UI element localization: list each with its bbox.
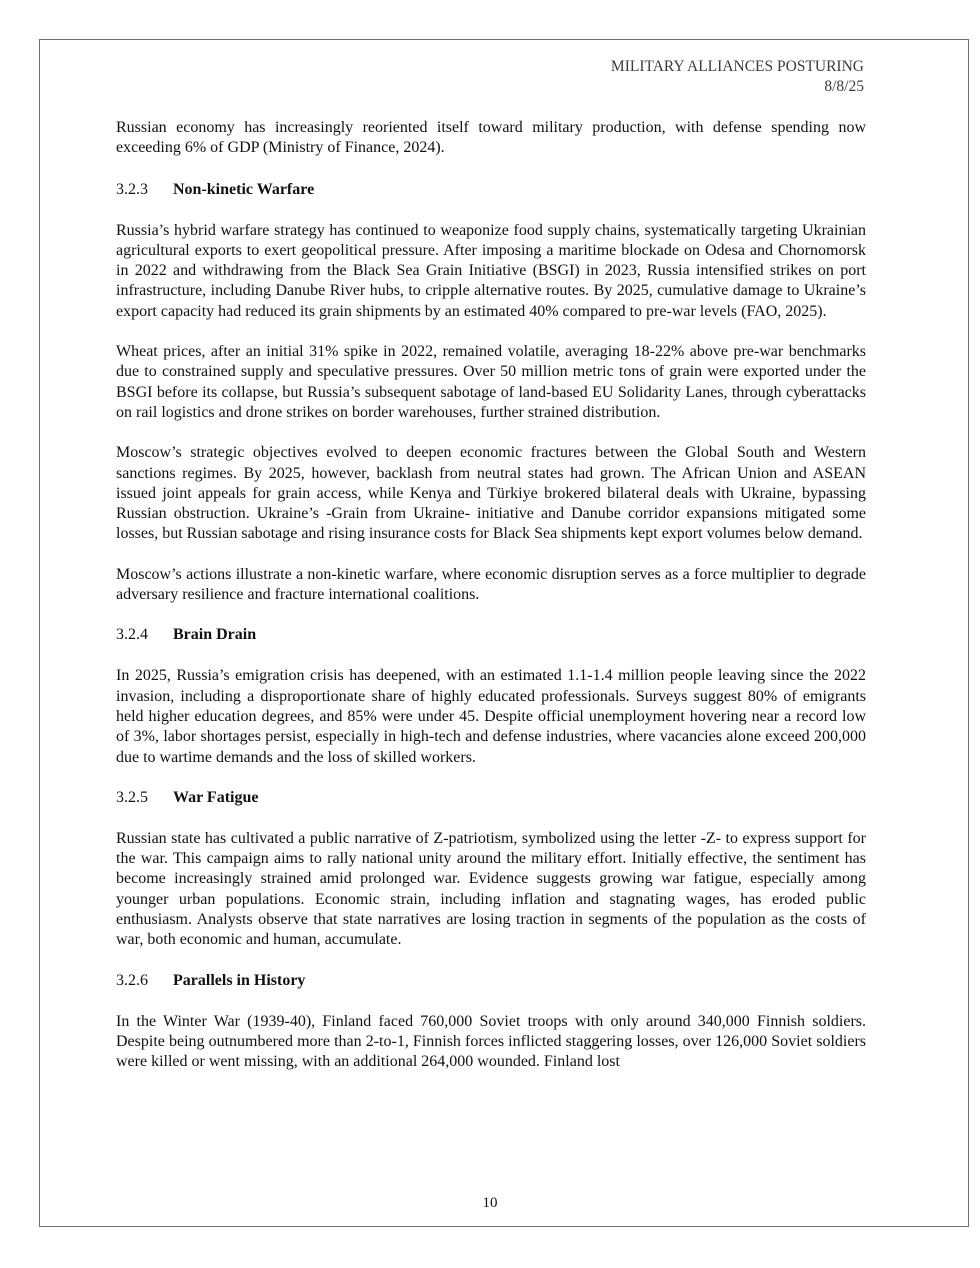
body-paragraph: Russia’s hybrid warfare strategy has continued to weaponize food supply chains, systematically targeting Ukrainian agricultural exports to exert geopolitical pressure. After imposing a maritime blockade on Odesa and Chornomorsk in 2022 and withdrawing from the Black Sea Grain Initiative (BSGI) in 2023, Russia intensified strikes on port infrastructure, including Danube River hubs, to cripple alternative routes. By 2025, cumulative damage to Ukraine’s export capacity had reduced its grain shipments by an estimated 40% compared to pre-war levels (FAO, 2025). (116, 221, 866, 320)
section-title: Brain Drain (173, 626, 257, 644)
section-title: Parallels in History (173, 971, 306, 989)
section-heading-3-2-4 (116, 625, 866, 645)
section-number: 3.2.6 (116, 971, 148, 989)
section-title: Non-kinetic Warfare (173, 180, 315, 198)
section-heading-3-2-6 (116, 971, 866, 991)
header-date: 8/8/25 (824, 78, 864, 95)
section-number: 3.2.4 (116, 626, 148, 644)
page-number: 10 (482, 1195, 498, 1211)
body-paragraph: In the Winter War (1939-40), Finland faced 760,000 Soviet troops with only around 340,000 Finnish soldiers. Despite being outnumbered more than 2-to-1, Finnish forces inflicted staggering losses, over 126,000 Soviet soldiers were killed or went missing, with an additional 264,000 wounded. Finland lost (116, 1012, 866, 1071)
body-paragraph: In 2025, Russia’s emigration crisis has deepened, with an estimated 1.1-1.4 million people leaving since the 2022 invasion, including a disproportionate share of highly educated professionals. Surveys suggest 80% of emigrants held higher education degrees, and 85% were under 45. Despite official unemployment hovering near a record low of 3%, labor shortages persist, especially in high-tech and defense industries, where vacancies alone exceed 200,000 due to wartime demands and the loss of skilled workers. (116, 667, 866, 766)
section-number: 3.2.5 (116, 788, 148, 806)
running-header (611, 57, 864, 97)
document-body (116, 118, 866, 1093)
section-heading-3-2-3 (116, 180, 866, 200)
body-paragraph: Moscow’s strategic objectives evolved to deepen economic fractures between the Global South and Western sanctions regimes. By 2025, however, backlash from neutral states had grown. The African Union and ASEAN issued joint appeals for grain access, while Kenya and Türkiye brokered bilateral deals with Ukraine, bypassing Russian obstruction. Ukraine’s -Grain from Ukraine- initiative and Danube corridor expansions mitigated some losses, but Russian sabotage and rising insurance costs for Black Sea shipments kept export volumes below demand. (116, 444, 866, 543)
section-heading-3-2-5 (116, 788, 866, 808)
section-title: War Fatigue (173, 788, 259, 806)
section-number: 3.2.3 (116, 180, 148, 198)
body-paragraph: Russian state has cultivated a public narrative of Z-patriotism, symbolized using the letter -Z- to express support for the war. This campaign aims to rally national unity around the military effort. Initially effective, the sentiment has become increasingly strained amid prolonged war. Evidence suggests growing war fatigue, especially among younger urban populations. Economic strain, including inflation and stagnating wages, has eroded public enthusiasm. Analysts observe that state narratives are losing traction in segments of the population as the costs of war, both economic and human, accumulate. (116, 829, 866, 949)
header-title: MILITARY ALLIANCES POSTURING (610, 58, 864, 75)
intro-paragraph: Russian economy has increasingly reoriented itself toward military production, with defense spending now exceeding 6% of GDP (Ministry of Finance, 2024). (116, 119, 866, 157)
body-paragraph: Moscow’s actions illustrate a non-kinetic warfare, where economic disruption serves as a force multiplier to degrade adversary resilience and fracture international coalitions. (116, 565, 866, 604)
body-paragraph: Wheat prices, after an initial 31% spike in 2022, remained volatile, averaging 18-22% above pre-war benchmarks due to constrained supply and speculative pressures. Over 50 million metric tons of grain were exported under the BSGI before its collapse, but Russia’s subsequent sabotage of land-based EU Solidarity Lanes, through cyberattacks on rail logistics and drone strikes on border warehouses, further strained distribution. (116, 343, 866, 421)
